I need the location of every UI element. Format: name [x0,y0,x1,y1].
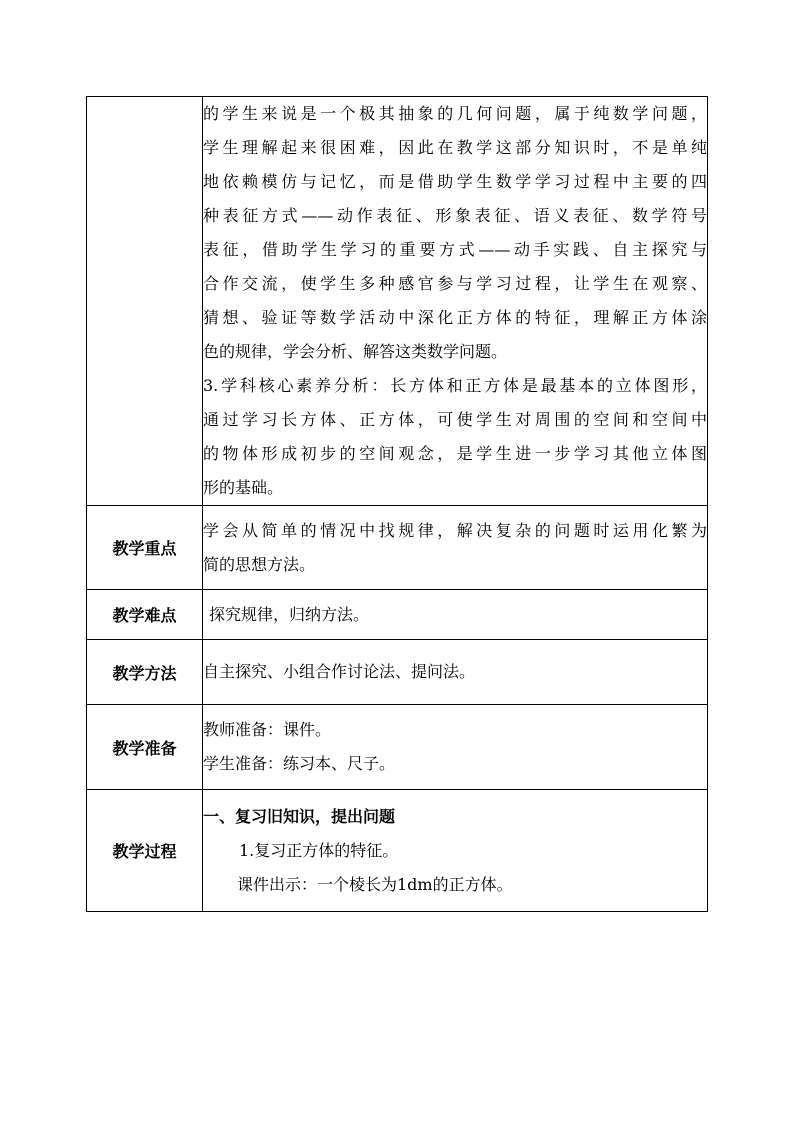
text-line: 形的基础。 [203,478,284,497]
text-line: 表征，借助学生学习的重要方式——动手实践、自主探究与 [203,240,707,259]
table-row-process [87,790,708,912]
text-line: 猜想、验证等数学活动中深化正方体的特征，理解正方体涂 [203,308,707,327]
table-row-methods [87,640,708,705]
text-line: 探究规律，归纳方法。 [209,604,370,624]
process-text [203,790,708,912]
methods-text [203,640,708,705]
text-line: 自主探究、小组合作讨论法、提问法。 [203,662,476,681]
text-line: 学生理解起来很困难，因此在教学这部分知识时，不是单纯 [203,138,707,157]
text-line: 种表征方式——动作表征、形象表征、语义表征、数学符号 [203,206,707,225]
text-line: 地依赖模仿与记忆，而是借助学生数学学习过程中主要的四 [203,172,707,191]
text-line: 合作交流，使学生多种感官参与学习过程，让学生在观察、 [203,274,707,293]
row-label-key-points: 教学重点 [87,506,203,590]
text-line: 简的思想方法。 [203,554,316,574]
text-line: 通过学习长方体、正方体，可使学生对周围的空间和空间中 [203,410,707,429]
table-row-preparation [87,705,708,790]
process-heading: 一、复习旧知识，提出问题 [203,806,396,826]
courseware-text: 课件出示：一个棱长为1dm的正方体。 [237,874,513,894]
difficulties-text [203,590,708,640]
row-label-difficulties: 教学难点 [87,590,203,640]
teacher-preparation: 教师准备：课件。 [203,720,332,739]
lesson-plan-table [86,96,708,912]
text-line: 色的规律，学会分析、解答这类数学问题。 [203,342,508,361]
text-line: 3.学科核心素养分析：长方体和正方体是最基本的立体图形， [203,376,707,395]
table-row-difficulties [87,590,708,640]
row-label-process: 教学过程 [87,790,203,912]
text-line: 的物体形成初步的空间观念，是学生进一步学习其他立体图 [203,444,707,463]
text-line: 的学生来说是一个极其抽象的几何问题，属于纯数学问题， [203,104,707,123]
row-label-empty [87,97,203,506]
student-preparation: 学生准备：练习本、尺子。 [203,754,396,773]
row-label-methods: 教学方法 [87,640,203,705]
analysis-text [203,97,708,506]
row-label-preparation: 教学准备 [87,705,203,790]
text-line: 学会从简单的情况中找规律，解决复杂的问题时运用化繁为 [203,520,707,540]
table-row-key-points [87,506,708,590]
key-points-text [203,506,708,590]
table-row-analysis-continued [87,97,708,506]
process-step: 1.复习正方体的特征。 [239,840,399,860]
preparation-text [203,705,708,790]
